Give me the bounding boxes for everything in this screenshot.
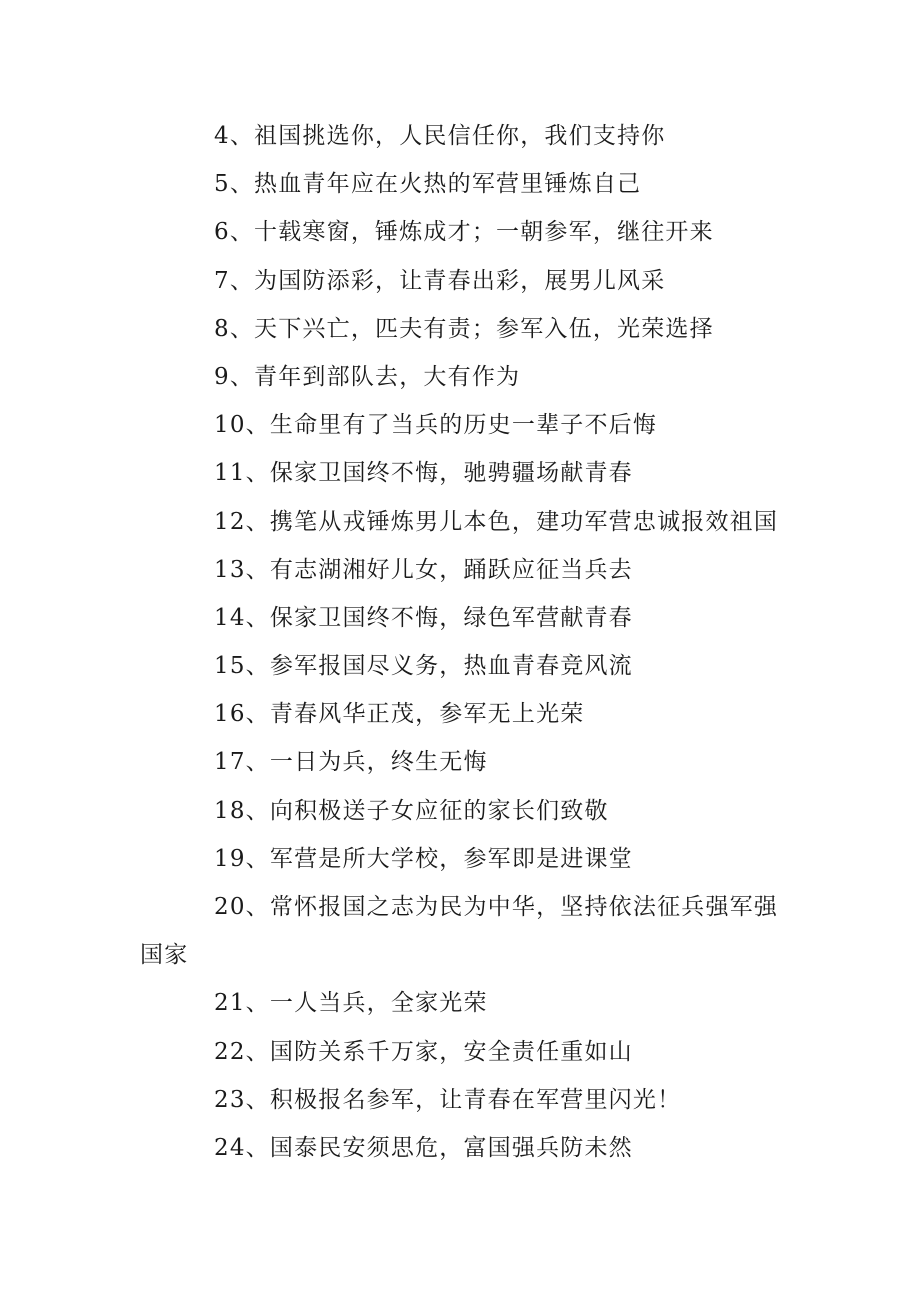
text-line: 7、为国防添彩，让青春出彩，展男儿风采 <box>214 267 666 294</box>
text-line: 5、热血青年应在火热的军营里锤炼自己 <box>214 171 642 198</box>
text-line: 8、天下兴亡，匹夫有责；参军入伍，光荣选择 <box>214 315 714 342</box>
text-line: 11、保家卫国终不悔，驰骋疆场献青春 <box>214 460 633 487</box>
text-line: 13、有志湖湘好儿女，踊跃应征当兵去 <box>214 556 633 583</box>
text-line-continuation: 国家 <box>140 942 189 969</box>
text-line: 9、青年到部队去，大有作为 <box>214 363 521 390</box>
text-line: 21、一人当兵，全家光荣 <box>214 990 488 1017</box>
text-line: 19、军营是所大学校，参军即是进课堂 <box>214 845 633 872</box>
text-line: 24、国泰民安须思危，富国强兵防未然 <box>214 1134 633 1161</box>
text-line: 20、常怀报国之志为民为中华，坚持依法征兵强军强 <box>214 894 779 920</box>
text-line: 14、保家卫国终不悔，绿色军营献青春 <box>214 604 633 631</box>
text-line: 18、向积极送子女应征的家长们致敬 <box>214 797 609 824</box>
text-line: 23、积极报名参军，让青春在军营里闪光！ <box>214 1086 682 1113</box>
text-line: 12、携笔从戎锤炼男儿本色，建功军营忠诚报效祖国 <box>214 508 779 535</box>
text-line: 17、一日为兵，终生无悔 <box>214 749 488 776</box>
text-line: 15、参军报国尽义务，热血青春竞风流 <box>214 653 633 680</box>
text-line: 22、国防关系千万家，安全责任重如山 <box>214 1038 633 1065</box>
text-line: 4、祖国挑选你，人民信任你，我们支持你 <box>214 123 666 149</box>
document-body <box>140 112 790 1172</box>
text-line: 10、生命里有了当兵的历史一辈子不后悔 <box>214 412 658 439</box>
text-line: 6、十载寒窗，锤炼成才；一朝参军，继往开来 <box>214 219 714 246</box>
text-line: 16、青春风华正茂，参军无上光荣 <box>214 701 585 728</box>
